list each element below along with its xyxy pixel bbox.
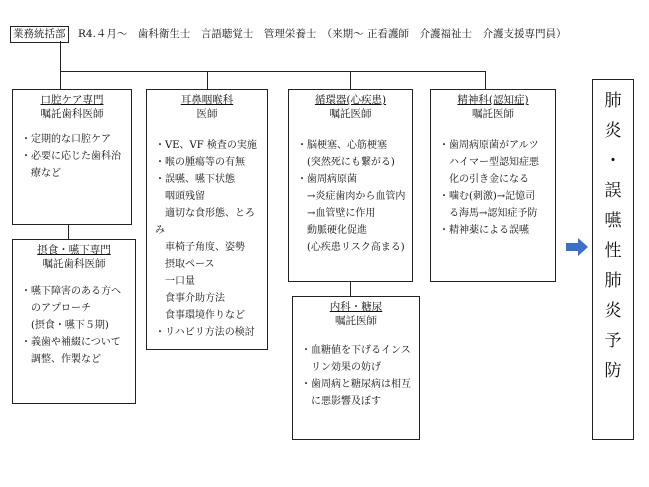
- connector-line: [60, 41, 61, 71]
- list-item: ・歯周病原菌がアルツ ハイマー型認知症悪 化の引き金になる: [439, 140, 539, 185]
- goal-char: 肺: [604, 271, 622, 291]
- staff-list: R4.４月～ 歯科衛生士 言語聴覚士 管理栄養士 （来期～ 正看護師 介護福祉士 介護支援専門員）: [78, 28, 567, 40]
- right-arrow-icon: [566, 238, 588, 256]
- list-item: (心疾患リスク高まる): [297, 242, 405, 253]
- list-item: ・精神薬による誤嚥: [439, 225, 529, 236]
- psychiatry-box: [430, 89, 556, 282]
- list-item: ・定期的な口腔ケア: [21, 134, 111, 145]
- list-item: ・喉の腫瘍等の有無: [155, 157, 245, 168]
- goal-char: 肺: [604, 91, 622, 111]
- connector-line: [68, 225, 69, 239]
- list-item: 適切な食形態、とろみ: [155, 208, 255, 236]
- box-subtitle: 嘱託歯科医師: [42, 258, 106, 270]
- list-item: (摂食・嚥下５期): [21, 320, 109, 331]
- list-item: ・嚥下障害のある方へ のアプローチ: [21, 286, 121, 314]
- list-item: ・噛む(刺激)→記憶司 る海馬→認知症予防: [439, 191, 538, 219]
- goal-char: 誤: [604, 181, 622, 201]
- connector-line: [60, 71, 61, 89]
- cardiology-box: [288, 89, 413, 282]
- list-item: ・義歯や補綴について 調整、作製など: [21, 337, 121, 365]
- list-item: ・VE、VF 検査の実施: [155, 140, 257, 151]
- connector-line: [485, 71, 486, 89]
- box-title: 精神科(認知症): [457, 94, 529, 106]
- goal-char: 嚥: [604, 211, 622, 231]
- list-item: ・脳梗塞、心筋梗塞: [297, 140, 387, 151]
- box-subtitle: 嘱託医師: [329, 108, 372, 120]
- list-item: ・必要に応じた歯科治 療など: [21, 151, 121, 179]
- internal-medicine-box: [292, 296, 420, 440]
- box-subtitle: 嘱託医師: [472, 108, 514, 120]
- connector-line: [350, 71, 351, 89]
- box-title: 耳鼻咽喉科: [180, 94, 234, 106]
- list-item: ・誤嚥、嚥下状態: [155, 174, 235, 185]
- connector-line: [207, 71, 208, 89]
- goal-char: ・: [604, 151, 622, 171]
- oral-care-box: [12, 89, 132, 225]
- box-subtitle: 嘱託歯科医師: [40, 108, 104, 120]
- list-item: (突然死にも繋がる): [297, 157, 395, 168]
- list-item: 一口量: [155, 276, 195, 287]
- list-item: ・歯周病原菌: [297, 174, 357, 185]
- department-label: 業務統括部: [10, 26, 69, 43]
- list-item: 車椅子角度、姿勢: [155, 242, 245, 253]
- box-title: 摂食・嚥下専門: [37, 244, 111, 256]
- goal-char: 防: [604, 361, 622, 381]
- list-item: ・血糖値を下げるインス リン効果の妨げ: [301, 345, 411, 373]
- list-item: 食事環境作りなど: [155, 310, 245, 321]
- swallowing-box: [12, 239, 136, 404]
- goal-char: 性: [604, 241, 622, 261]
- box-title: 内科・糖尿: [329, 301, 383, 313]
- goal-char: 炎: [604, 121, 622, 141]
- list-item: ・リハビリ方法の検討: [155, 327, 255, 338]
- box-subtitle: 嘱託医師: [335, 315, 377, 327]
- list-item: 食事介助方法: [155, 293, 225, 304]
- list-item: →血管壁に作用: [297, 208, 376, 219]
- box-subtitle: 医師: [196, 108, 218, 120]
- goal-char: 予: [604, 331, 622, 351]
- box-title: 循環器(心疾患): [314, 94, 387, 106]
- goal-box: [592, 79, 634, 440]
- list-item: ・歯周病と糖尿病は相互 に悪影響及ぼす: [301, 379, 411, 407]
- ent-box: [146, 89, 268, 350]
- goal-char: 炎: [604, 301, 622, 321]
- list-item: →炎症歯肉から血管内: [297, 191, 406, 202]
- connector-line: [60, 71, 485, 72]
- list-item: 咽頭残留: [155, 191, 205, 202]
- list-item: 動脈硬化促進: [297, 225, 367, 236]
- connector-line: [350, 282, 351, 296]
- list-item: 摂取ペース: [155, 259, 215, 270]
- box-title: 口腔ケア専門: [40, 94, 104, 106]
